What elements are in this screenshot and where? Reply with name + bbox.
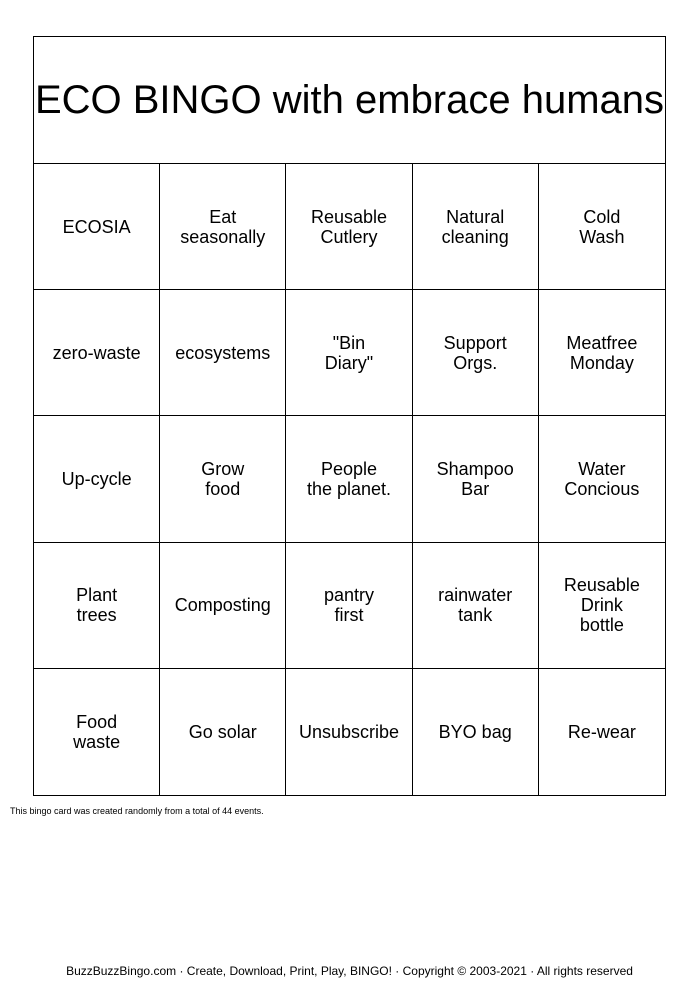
bingo-cell: People the planet. — [286, 416, 412, 542]
bingo-cell: Meatfree Monday — [539, 290, 665, 416]
bingo-cell: Reusable Cutlery — [286, 164, 412, 290]
bingo-cell: Re-wear — [567, 721, 636, 742]
bingo-cell: Unsubscribe — [286, 669, 412, 795]
bingo-cell: ECOSIA — [34, 164, 160, 290]
bingo-cell: "Bin Diary" — [286, 290, 412, 416]
page-footer: BuzzBuzzBingo.com · Create, Download, Print, Play, BINGO! · Copyright © 2003-2021 · All rights reserved — [66, 964, 633, 978]
bingo-cell: Go solar — [160, 669, 286, 795]
bingo-cell: Cold Wash — [539, 164, 665, 290]
bingo-cell: Up-cycle — [34, 416, 160, 542]
bingo-cell: Grow food — [160, 416, 286, 542]
bingo-card — [33, 36, 666, 796]
bingo-cell: BYO bag — [413, 669, 539, 795]
bingo-cell: Natural cleaning — [413, 164, 539, 290]
bingo-cell: Plant trees — [34, 543, 160, 669]
bingo-grid — [34, 164, 665, 795]
generation-note: This bingo card was created randomly from a total of 44 events. — [10, 806, 264, 816]
bingo-cell: Reusable Drink bottle — [539, 543, 665, 669]
bingo-cell: ecosystems — [160, 290, 286, 416]
bingo-cell: pantry first — [286, 543, 412, 669]
bingo-cell: Support Orgs. — [413, 290, 539, 416]
card-title: ECO BINGO with embrace humans — [34, 37, 665, 164]
bingo-cell: Food waste — [34, 669, 160, 795]
bingo-cell: Shampoo Bar — [413, 416, 539, 542]
bingo-cell: zero-waste — [34, 290, 160, 416]
bingo-cell: rainwater tank — [413, 543, 539, 669]
bingo-cell: Water Concious — [539, 416, 665, 542]
bingo-cell: Eat seasonally — [160, 164, 286, 290]
bingo-cell: Composting — [160, 543, 286, 669]
